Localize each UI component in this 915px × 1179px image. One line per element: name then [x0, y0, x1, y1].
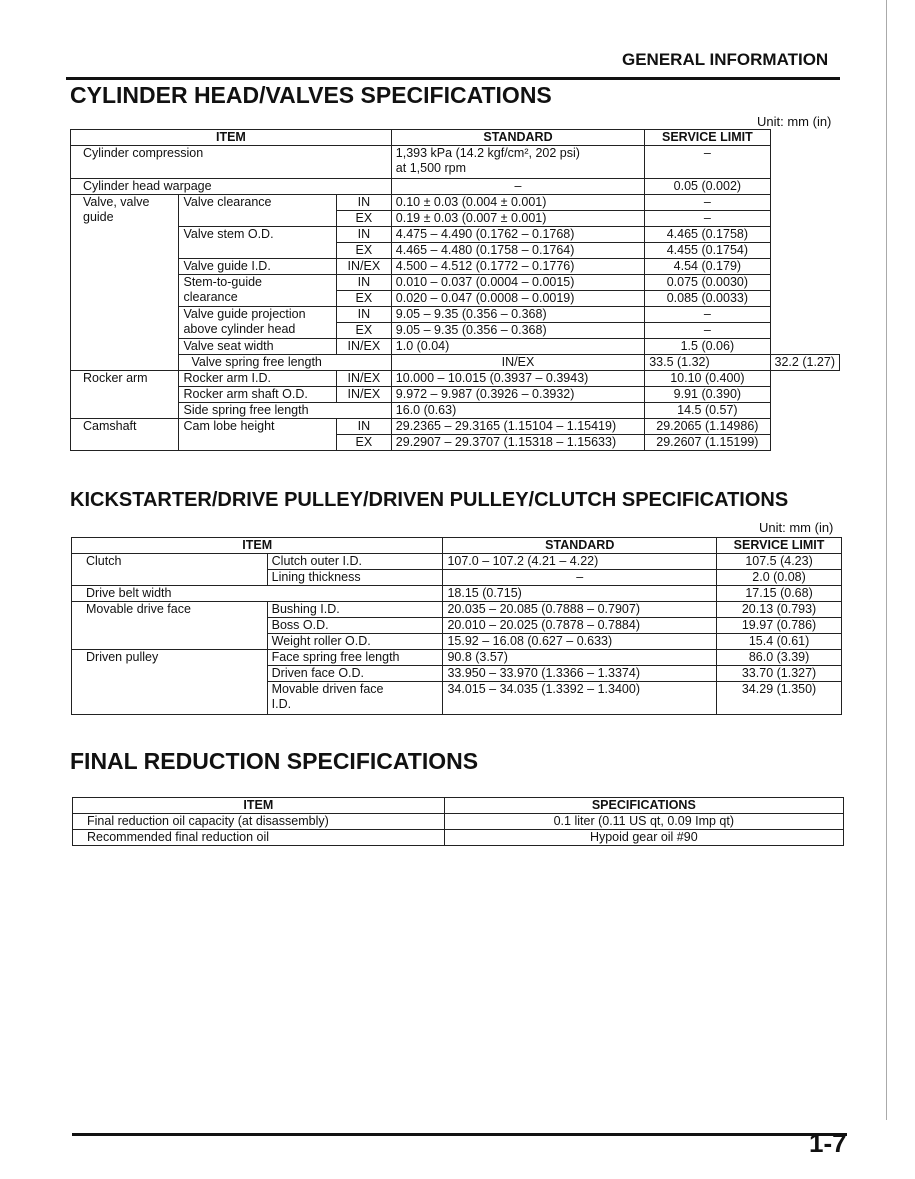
std-cell: 0.010 – 0.037 (0.0004 – 0.0015)	[391, 275, 644, 291]
limit-cell: 0.05 (0.002)	[645, 179, 770, 195]
sub-stem-to-guide-1: Stem-to-guide	[183, 275, 262, 289]
std-cell: 9.972 – 9.987 (0.3926 – 0.3932)	[391, 387, 644, 403]
std-cell: 29.2365 – 29.3165 (1.15104 – 1.15419)	[391, 419, 644, 435]
limit-cell: 29.2607 (1.15199)	[645, 435, 770, 451]
std-cell: 90.8 (3.57)	[443, 650, 717, 666]
section-title-kickstarter: KICKSTARTER/DRIVE PULLEY/DRIVEN PULLEY/CLUTCH SPECIFICATIONS	[70, 489, 789, 511]
group-driven-pulley: Driven pulley	[72, 650, 268, 715]
std-line-2: at 1,500 rpm	[395, 161, 466, 175]
sub-stem-to-guide-2: clearance	[183, 290, 238, 304]
pos-cell: IN	[336, 419, 391, 435]
limit-cell: 33.70 (1.327)	[717, 666, 842, 682]
group-rocker-arm: Rocker arm	[71, 371, 179, 419]
pos-cell: IN	[336, 275, 391, 291]
sub-cell: Face spring free length	[267, 650, 443, 666]
table-row	[72, 554, 842, 570]
std-cell: 9.05 – 9.35 (0.356 – 0.368)	[391, 323, 644, 339]
table-header-row	[72, 538, 842, 554]
limit-cell: –	[645, 307, 770, 323]
limit-cell: 14.5 (0.57)	[645, 403, 770, 419]
limit-cell: 15.4 (0.61)	[717, 634, 842, 650]
sub-cell: Driven face O.D.	[267, 666, 443, 682]
limit-cell: 4.465 (0.1758)	[645, 227, 770, 243]
pos-cell: EX	[336, 291, 391, 307]
table-row	[71, 195, 840, 211]
pos-cell: IN	[336, 307, 391, 323]
group-clutch: Clutch	[72, 554, 268, 586]
table-row	[71, 307, 840, 323]
std-cell: 9.05 – 9.35 (0.356 – 0.368)	[391, 307, 644, 323]
item-cell: Cylinder head warpage	[71, 179, 392, 195]
limit-cell: 4.54 (0.179)	[645, 259, 770, 275]
sub-valve-stem: Valve stem O.D.	[179, 227, 336, 259]
table-row	[71, 227, 840, 243]
std-cell: 33.5 (1.32)	[645, 355, 770, 371]
limit-cell: 0.075 (0.0030)	[645, 275, 770, 291]
sub-cam-lobe: Cam lobe height	[179, 419, 336, 451]
std-line-1: 1,393 kPa (14.2 kgf/cm², 202 psi)	[395, 146, 580, 160]
table-row	[72, 602, 842, 618]
section-title-cylinder-head: CYLINDER HEAD/VALVES SPECIFICATIONS	[70, 82, 552, 108]
item-cell: Recommended final reduction oil	[73, 830, 445, 846]
table-row	[72, 650, 842, 666]
std-cell: 20.035 – 20.085 (0.7888 – 0.7907)	[443, 602, 717, 618]
std-cell: 29.2907 – 29.3707 (1.15318 – 1.15633)	[391, 435, 644, 451]
pos-cell: IN/EX	[336, 259, 391, 275]
drive-pulley-spec-table	[71, 537, 842, 715]
pos-cell: EX	[336, 323, 391, 339]
table-row	[71, 419, 840, 435]
page-edge-line	[886, 0, 887, 1120]
sub-line-2: I.D.	[271, 697, 292, 711]
table-row	[71, 275, 840, 291]
std-cell: 18.15 (0.715)	[443, 586, 717, 602]
sub-projection-2: above cylinder head	[183, 322, 296, 336]
col-header-item: ITEM	[73, 798, 445, 814]
table-row	[71, 179, 840, 195]
pos-cell: IN/EX	[336, 387, 391, 403]
table-row	[71, 355, 840, 371]
item-cell: Drive belt width	[72, 586, 443, 602]
sub-cell: Side spring free length	[179, 403, 391, 419]
std-cell: 15.92 – 16.08 (0.627 – 0.633)	[443, 634, 717, 650]
col-header-item: ITEM	[72, 538, 443, 554]
pos-cell: IN/EX	[391, 355, 644, 371]
table-header-row	[71, 130, 840, 146]
std-cell: 1.0 (0.04)	[391, 339, 644, 355]
limit-cell: –	[645, 146, 770, 179]
table-row	[71, 387, 840, 403]
limit-cell: –	[645, 211, 770, 227]
std-cell: –	[443, 570, 717, 586]
table-row	[71, 146, 840, 179]
limit-cell: 19.97 (0.786)	[717, 618, 842, 634]
std-cell: 4.475 – 4.490 (0.1762 – 0.1768)	[391, 227, 644, 243]
std-cell: 4.500 – 4.512 (0.1772 – 0.1776)	[391, 259, 644, 275]
sub-cell: Rocker arm I.D.	[179, 371, 336, 387]
limit-cell: 32.2 (1.27)	[770, 355, 839, 371]
pos-cell: IN/EX	[336, 371, 391, 387]
col-header-limit: SERVICE LIMIT	[645, 130, 770, 146]
sub-cell: Rocker arm shaft O.D.	[179, 387, 336, 403]
limit-cell: 107.5 (4.23)	[717, 554, 842, 570]
std-cell: 0.10 ± 0.03 (0.004 ± 0.001)	[391, 195, 644, 211]
col-header-standard: STANDARD	[391, 130, 644, 146]
limit-cell: 17.15 (0.68)	[717, 586, 842, 602]
sub-cell: Valve guide I.D.	[179, 259, 336, 275]
std-cell: 34.015 – 34.035 (1.3392 – 1.3400)	[443, 682, 717, 715]
sub-cell: Bushing I.D.	[267, 602, 443, 618]
limit-cell: 34.29 (1.350)	[717, 682, 842, 715]
section-title-final-reduction: FINAL REDUCTION SPECIFICATIONS	[70, 748, 479, 774]
col-header-item: ITEM	[71, 130, 392, 146]
limit-cell: 0.085 (0.0033)	[645, 291, 770, 307]
std-cell: 33.950 – 33.970 (1.3366 – 1.3374)	[443, 666, 717, 682]
pos-cell: IN	[336, 195, 391, 211]
sub-line-1: Movable driven face	[271, 682, 384, 696]
std-cell: 4.465 – 4.480 (0.1758 – 0.1764)	[391, 243, 644, 259]
table-row	[71, 259, 840, 275]
item-cell: Cylinder compression	[71, 146, 392, 179]
pos-cell: EX	[336, 243, 391, 259]
header-rule	[66, 77, 840, 80]
std-cell: 0.020 – 0.047 (0.0008 – 0.0019)	[391, 291, 644, 307]
pos-cell: IN	[336, 227, 391, 243]
table-row	[71, 403, 840, 419]
limit-cell: 9.91 (0.390)	[645, 387, 770, 403]
std-cell: 10.000 – 10.015 (0.3937 – 0.3943)	[391, 371, 644, 387]
item-cell: Final reduction oil capacity (at disassembly)	[73, 814, 445, 830]
cylinder-head-spec-table	[70, 129, 840, 451]
col-header-standard: STANDARD	[443, 538, 717, 554]
sub-cell: Valve seat width	[179, 339, 336, 355]
group-camshaft: Camshaft	[71, 419, 179, 451]
limit-cell: 2.0 (0.08)	[717, 570, 842, 586]
limit-cell: 4.455 (0.1754)	[645, 243, 770, 259]
table-row	[71, 371, 840, 387]
limit-cell: –	[645, 195, 770, 211]
sub-cell: Clutch outer I.D.	[267, 554, 443, 570]
limit-cell: 10.10 (0.400)	[645, 371, 770, 387]
table-header-row	[73, 798, 844, 814]
group-valve-guide: Valve, valve guide	[71, 195, 179, 371]
pos-cell: EX	[336, 435, 391, 451]
table-row	[72, 586, 842, 602]
std-cell: 20.010 – 20.025 (0.7878 – 0.7884)	[443, 618, 717, 634]
sub-cell: Weight roller O.D.	[267, 634, 443, 650]
pos-cell: IN/EX	[336, 339, 391, 355]
footer-rule	[72, 1133, 847, 1136]
std-cell: 16.0 (0.63)	[391, 403, 644, 419]
std-cell: 107.0 – 107.2 (4.21 – 4.22)	[443, 554, 717, 570]
page-number: 1-7	[809, 1128, 847, 1158]
table-row	[73, 814, 844, 830]
sub-valve-clearance: Valve clearance	[179, 195, 336, 227]
final-reduction-spec-table	[72, 797, 844, 846]
item-cell: Valve spring free length	[179, 355, 391, 371]
col-header-spec: SPECIFICATIONS	[444, 798, 843, 814]
col-header-limit: SERVICE LIMIT	[717, 538, 842, 554]
std-cell: –	[391, 179, 644, 195]
running-header: GENERAL INFORMATION	[622, 50, 829, 69]
unit-note: Unit: mm (in)	[759, 520, 834, 535]
sub-projection-1: Valve guide projection	[183, 307, 306, 321]
group-movable-drive-face: Movable drive face	[72, 602, 268, 650]
limit-cell: 20.13 (0.793)	[717, 602, 842, 618]
std-cell: 0.19 ± 0.03 (0.007 ± 0.001)	[391, 211, 644, 227]
pos-cell: EX	[336, 211, 391, 227]
limit-cell: 29.2065 (1.14986)	[645, 419, 770, 435]
spec-cell: 0.1 liter (0.11 US qt, 0.09 Imp qt)	[444, 814, 843, 830]
limit-cell: 86.0 (3.39)	[717, 650, 842, 666]
limit-cell: –	[645, 323, 770, 339]
table-row	[73, 830, 844, 846]
spec-cell: Hypoid gear oil #90	[444, 830, 843, 846]
sub-cell: Boss O.D.	[267, 618, 443, 634]
table-row	[71, 339, 840, 355]
limit-cell: 1.5 (0.06)	[645, 339, 770, 355]
unit-note: Unit: mm (in)	[757, 114, 832, 129]
sub-cell: Lining thickness	[267, 570, 443, 586]
